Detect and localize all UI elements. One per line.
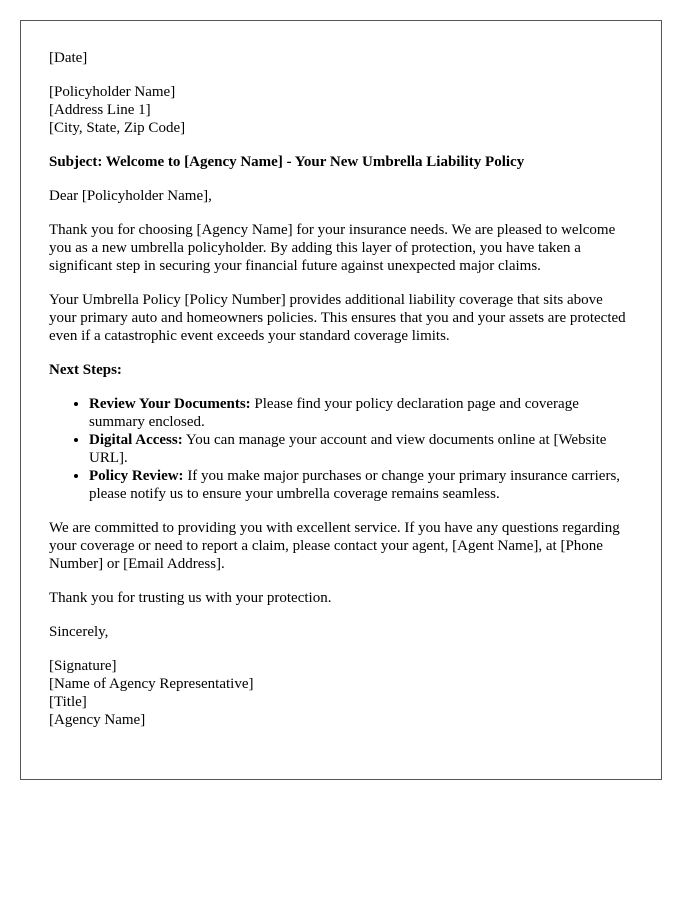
representative-name: [Name of Agency Representative] (49, 676, 254, 692)
agency-name: [Agency Name] (49, 712, 146, 728)
next-step-title: Policy Review: (89, 468, 184, 484)
letter-date: [Date] (49, 50, 88, 66)
next-step-text: If you make major purchases or change your primary insurance carriers, please notify us to ensure your umbrella coverage remains seamless. (89, 468, 621, 502)
letter-subject: Subject: Welcome to [Agency Name] - Your New Umbrella Liability Policy (49, 154, 525, 170)
next-step-text: Please find your policy declaration page and coverage summary enclosed. (89, 396, 579, 430)
list-item (89, 467, 633, 503)
letter-page (20, 20, 662, 780)
list-item (89, 395, 633, 431)
representative-title: [Title] (49, 694, 87, 710)
next-step-text: You can manage your account and view documents online at [Website URL]. (89, 432, 607, 466)
letter-sign-off: Sincerely, (49, 624, 109, 640)
service-paragraph: We are committed to providing you with excellent service. If you have any questions regarding your coverage or need to report a claim, please contact your agent, [Agent Name], at [Phone Number] or [Email Address]. (49, 520, 620, 572)
recipient-name: [Policyholder Name] (49, 84, 176, 100)
recipient-address-line-1: [Address Line 1] (49, 102, 151, 118)
letter-salutation: Dear [Policyholder Name], (49, 188, 212, 204)
thanks-paragraph: Thank you for trusting us with your protection. (49, 590, 332, 606)
recipient-address (49, 83, 633, 137)
next-step-title: Digital Access: (89, 432, 183, 448)
next-steps-heading: Next Steps: (49, 362, 122, 378)
signature-block (49, 657, 633, 729)
next-steps-list (49, 395, 633, 503)
recipient-city-state-zip: [City, State, Zip Code] (49, 120, 186, 136)
intro-paragraph: Thank you for choosing [Agency Name] for your insurance needs. We are pleased to welcome you as a new umbrella policyholder. By adding this layer of protection, you have taken a significant step in securing your financial future against unexpected major claims. (49, 222, 616, 274)
next-step-title: Review Your Documents: (89, 396, 251, 412)
signature-line: [Signature] (49, 658, 117, 674)
policy-paragraph: Your Umbrella Policy [Policy Number] provides additional liability coverage that sits above your primary auto and homeowners policies. This ensures that you and your assets are protected even if a catastrophic event exceeds your standard coverage limits. (49, 292, 626, 344)
list-item (89, 431, 633, 467)
